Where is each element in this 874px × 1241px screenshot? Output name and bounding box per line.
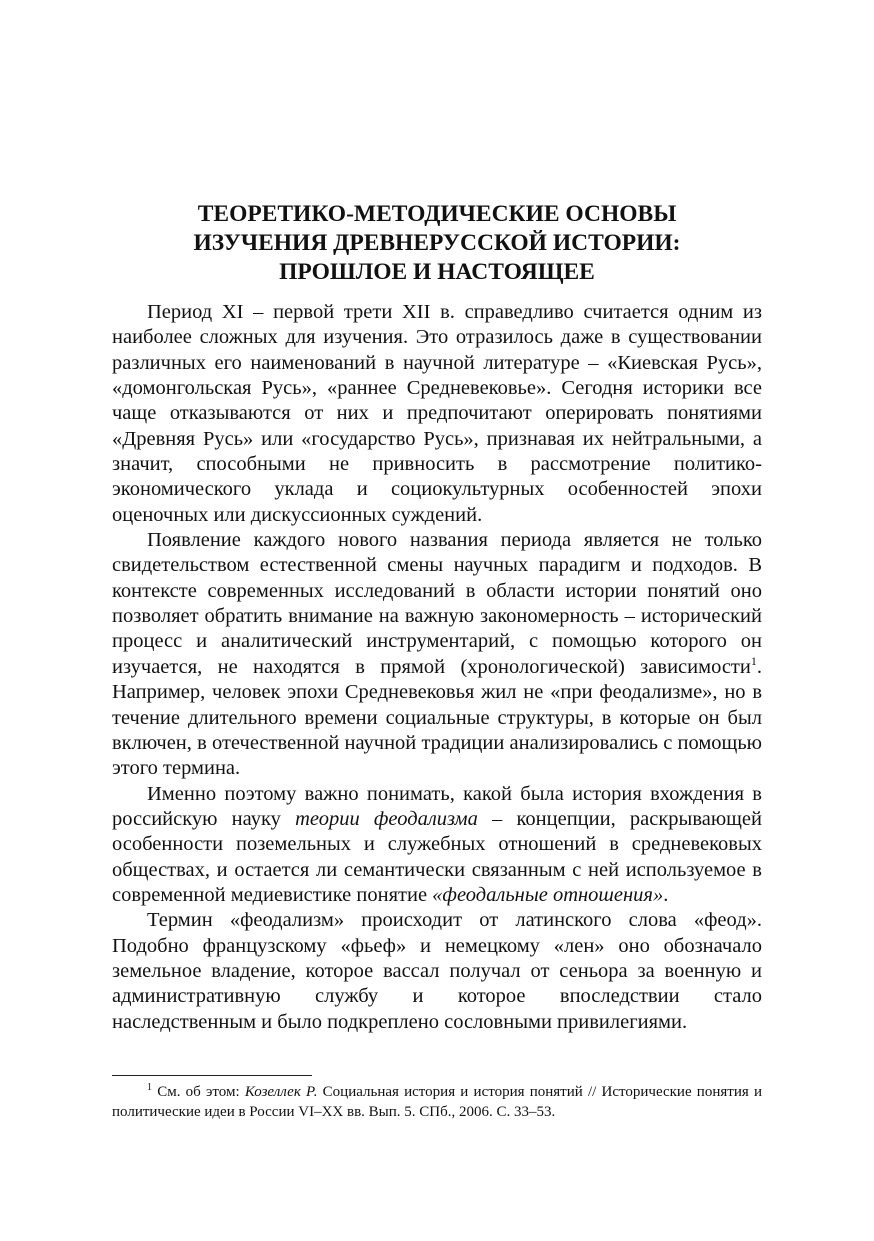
title-line-1: ТЕОРЕТИКО-МЕТОДИЧЕСКИЕ ОСНОВЫ bbox=[197, 201, 677, 227]
paragraph-2-text-a: Появление каждого нового названия периода является не только свидетельством естественной смены научных парадигм и подходов. В контексте современных исследований в области истории понятий оно позволяет обратить внимание на важную закономерность – исторический процесс и аналитический инструментарий, с помощью которого он изучается, не находятся в прямой (хронологической) зависимости bbox=[112, 529, 762, 678]
paragraph-1: Период XI – первой трети XII в. справедливо считается одним из наиболее сложных для изучения. Это отразилось даже в существовании различных его наименований в научной литературе – «Киевская Русь», «домонгольская Русь», «раннее Средневековье». Сегодня историки все чаще отказываются от них и предпочитают оперировать понятиями «Древняя Русь» или «государство Русь», признавая их нейтральными, а значит, способными не привносить в рассмотрение политико-экономического уклада и социокультурных особенностей эпохи оценочных или дискуссионных суждений. bbox=[112, 301, 762, 526]
title-line-2: ИЗУЧЕНИЯ ДРЕВНЕРУССКОЙ ИСТОРИИ: bbox=[193, 230, 681, 256]
paragraph-3-text-c: . bbox=[663, 883, 669, 906]
footnote-number: 1 bbox=[147, 1082, 152, 1093]
paragraph-3-text-b: – концепции, раскрывающей особенности поземельных и служебных отношений в средневековых обществах, и остается ли семантически связанным с ней используемое в современной медиевистике понятие bbox=[112, 807, 763, 906]
paragraph-4: Термин «феодализм» происходит от латинского слова «феод». Подобно французскому «фьеф» и немецкому «лен» оно обозначало земельное владение, которое вассал получал от сеньора за военную и административную службу и которое впоследствии стало наследственным и было подкреплено сословными привилегиями. bbox=[112, 909, 762, 1033]
emphasis-feudalism-theory: теории феодализма bbox=[295, 807, 478, 830]
footnote bbox=[112, 1082, 762, 1122]
article-title bbox=[112, 200, 762, 287]
footnote-divider bbox=[112, 1075, 312, 1076]
paragraph-2 bbox=[112, 528, 762, 781]
paragraph-2-text-b: . Например, человек эпохи Средневековья жил не «при феодализме», но в течение длительного времени социальные структуры, в которые он был включен, в отечественной научной традиции анализировались с помощью этого термина. bbox=[112, 655, 762, 780]
paragraph-3-text-a: Именно поэтому важно понимать, какой была история вхождения в российскую науку bbox=[112, 782, 762, 830]
footnote-reference[interactable]: 1 bbox=[750, 653, 757, 668]
page-body bbox=[112, 200, 762, 1035]
footnote-prefix: См. об этом: bbox=[152, 1084, 245, 1100]
footnote-author: Козеллек Р. bbox=[244, 1084, 318, 1100]
emphasis-feudal-relations: «феодальные отношения» bbox=[432, 883, 664, 906]
title-line-3: ПРОШЛОЕ И НАСТОЯЩЕЕ bbox=[279, 259, 595, 285]
footnote-text: Социальная история и история понятий // Исторические понятия и политические идеи в России VI–XX вв. Вып. 5. СПб., 2006. С. 33–53. bbox=[112, 1084, 762, 1120]
paragraph-3 bbox=[112, 782, 762, 909]
